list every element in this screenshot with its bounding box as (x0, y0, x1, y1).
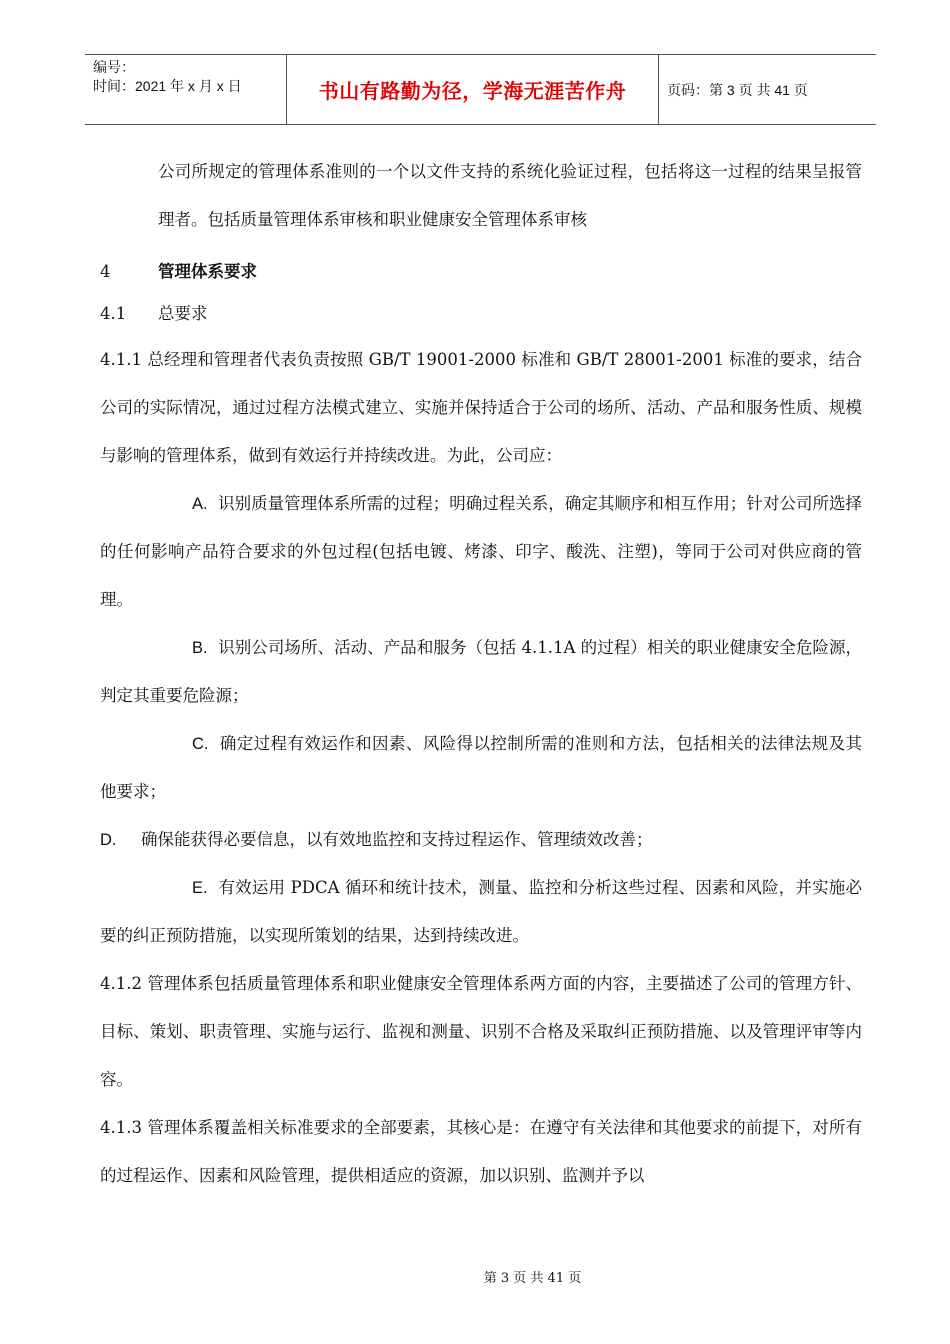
section-heading-4 (100, 248, 862, 296)
list-item-a (100, 480, 862, 624)
page-footer: 第 3 页 共 41 页 (483, 1271, 582, 1286)
item-text: 有效运用 PDCA 循环和统计技术，测量、监控和分析这些过程、因素和风险，并实施必要的纠正预防措施，以实现所策划的结果，达到持续改进。 (100, 878, 862, 945)
item-text: 确保能获得必要信息，以有效地监控和支持过程运作、管理绩效改善； (141, 830, 653, 849)
section-heading-4-1 (100, 290, 862, 338)
item-text: 识别质量管理体系所需的过程；明确过程关系，确定其顺序和相互作用；针对公司所选择的任何影响产品符合要求的外包过程(包括电镀、烤漆、印字、酸洗、注塑)，等同于公司对供应商的管理。 (100, 494, 862, 609)
item-text: 识别公司场所、活动、产品和服务（包括 4.1.1A 的过程）相关的职业健康安全危险源，判定其重要危险源； (100, 638, 863, 705)
header-page-label: 页码：第 3 页 共 41 页 (667, 81, 808, 98)
header-slogan: 书山有路勤为径，学海无涯苦作舟 (287, 55, 659, 124)
item-label: E. (192, 879, 208, 897)
item-label: A. (192, 495, 208, 513)
document-number-label: 编号： (93, 59, 135, 75)
section-number: 4 (100, 262, 111, 281)
header-meta (85, 55, 287, 124)
section-title: 总要求 (158, 304, 208, 323)
paragraph-4-1-1: 4.1.1 总经理和管理者代表负责按照 GB/T 19001-2000 标准和 GB/T 28001-2001 标准的要求，结合公司的实际情况，通过过程方法模式建立、实施并保持适合于公司的场所、活动、产品和服务性质、规模与影响的管理体系，做到有效运行并持续改进。为此，公司应： (100, 350, 862, 465)
item-label: D. (100, 831, 117, 849)
list-item-c (100, 720, 862, 816)
item-label: C. (192, 735, 209, 753)
item-text: 确定过程有效运作和因素、风险得以控制所需的准则和方法，包括相关的法律法规及其他要求； (100, 734, 862, 801)
paragraph-definition: 公司所规定的管理体系准则的一个以文件支持的系统化验证过程，包括将这一过程的结果呈报管理者。包括质量管理体系审核和职业健康安全管理体系审核 (158, 162, 862, 229)
section-title: 管理体系要求 (158, 262, 257, 281)
list-item-b (100, 624, 862, 720)
document-header (85, 54, 876, 125)
section-number: 4.1 (100, 304, 127, 323)
document-body (100, 148, 862, 1200)
list-item-d (100, 816, 862, 864)
paragraph-4-1-2: 4.1.2 管理体系包括质量管理体系和职业健康安全管理体系两方面的内容，主要描述了公司的管理方针、目标、策划、职责管理、实施与运行、监视和测量、识别不合格及采取纠正预防措施、以及管理评审等内容。 (100, 974, 862, 1089)
paragraph-4-1-3: 4.1.3 管理体系覆盖相关标准要求的全部要素，其核心是：在遵守有关法律和其他要求的前提下，对所有的过程运作、因素和风险管理，提供相适应的资源，加以识别、监测并予以 (100, 1118, 862, 1185)
list-item-e (100, 864, 862, 960)
document-time-label: 时间：2021 年 x 月 x 日 (93, 78, 242, 94)
item-label: B. (192, 639, 208, 657)
